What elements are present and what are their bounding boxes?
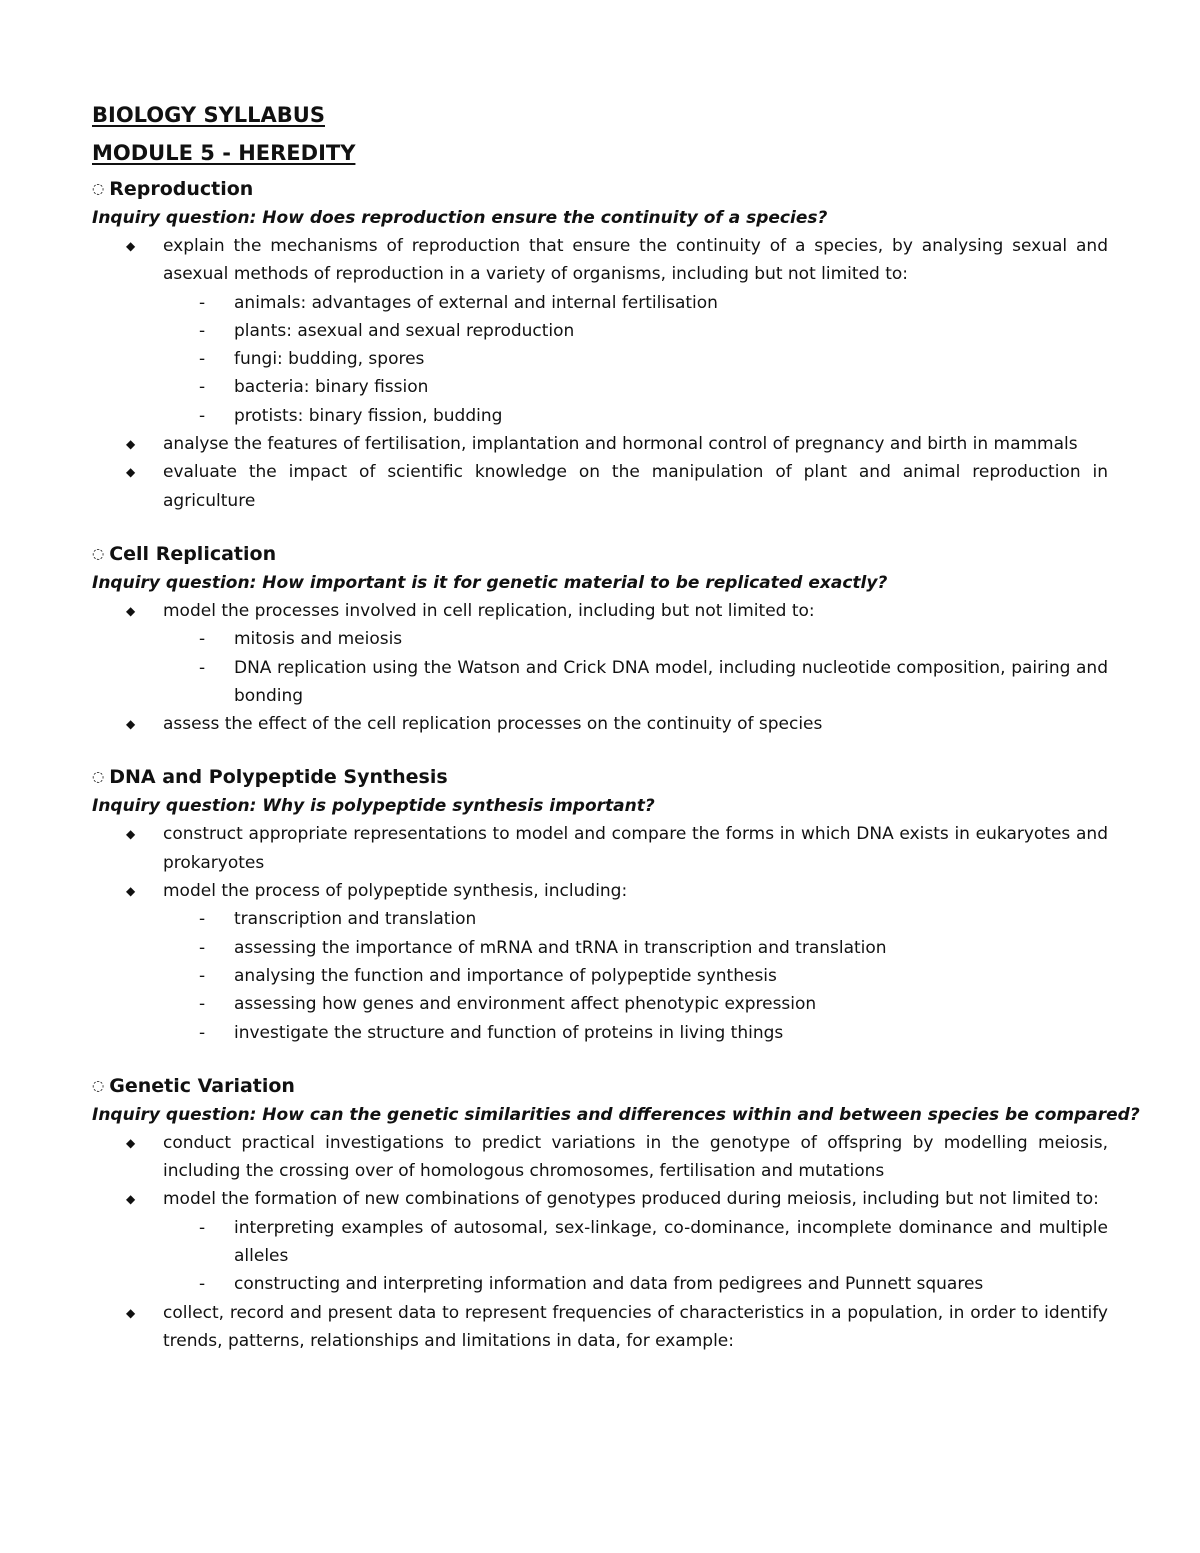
list-item (92, 820, 1108, 877)
list-item-text: analyse the features of fertilisation, implantation and hormonal control of pregnancy and birth in mammals (163, 434, 1078, 455)
list-item (92, 877, 1108, 1047)
list-item-text: construct appropriate representations to model and compare the forms in which DNA exists in eukaryotes and prokaryotes (163, 824, 1108, 873)
list-item (92, 1185, 1108, 1298)
sub-list-item-text: fungi: budding, spores (234, 349, 425, 370)
module-title: MODULE 5 - HEREDITY (92, 141, 356, 165)
sub-list-item (163, 402, 1108, 430)
section (92, 762, 1108, 1046)
dash-bullet-icon: - (199, 1022, 206, 1043)
sub-list-item-text: bacteria: binary fission (234, 377, 429, 398)
bullet-list (92, 820, 1108, 1046)
list-item-text: assess the effect of the cell replication processes on the continuity of species (163, 714, 823, 735)
section-title (92, 762, 1108, 792)
sub-list-item (163, 1270, 1108, 1298)
sub-list-item-text: DNA replication using the Watson and Crick DNA model, including nucleotide composition, pairing and bonding (234, 657, 1108, 706)
list-item (92, 1299, 1108, 1356)
sub-list-item (163, 373, 1108, 401)
diamond-bullet-icon: ◆ (126, 437, 136, 452)
section-title-text: Genetic Variation (109, 1074, 295, 1097)
sub-list-item (163, 990, 1108, 1018)
sub-list (163, 1214, 1108, 1299)
section (92, 174, 1108, 515)
diamond-bullet-icon: ◆ (126, 1192, 136, 1207)
diamond-bullet-icon: ◆ (126, 239, 136, 253)
sub-list-item (163, 934, 1108, 962)
list-item-text: model the processes involved in cell replication, including but not limited to: (163, 600, 815, 621)
diamond-bullet-icon: ◆ (126, 884, 136, 899)
dash-bullet-icon: - (199, 629, 206, 650)
sub-list-item (163, 962, 1108, 990)
sub-list-item (163, 905, 1108, 933)
sections-container (92, 174, 1140, 1355)
dash-bullet-icon: - (199, 320, 206, 341)
inquiry-question: Inquiry question: Why is polypeptide synthesis important? (92, 796, 655, 817)
section-title-text: DNA and Polypeptide Synthesis (109, 766, 448, 789)
sub-list-item-text: analysing the function and importance of polypeptide synthesis (234, 965, 777, 986)
dotted-circle-icon: ◌ (92, 545, 105, 562)
diamond-bullet-icon: ◆ (126, 717, 136, 732)
sub-list-item-text: mitosis and meiosis (234, 629, 403, 650)
inquiry-question: Inquiry question: How does reproduction ensure the continuity of a species? (92, 208, 828, 228)
sub-list-item-text: assessing how genes and environment affect phenotypic expression (234, 994, 817, 1015)
inquiry-question: Inquiry question: How important is it for genetic material to be replicated exactly? (92, 572, 888, 593)
section-title (92, 1071, 1108, 1101)
sub-list-item-text: transcription and translation (234, 909, 477, 930)
dotted-circle-icon: ◌ (92, 181, 105, 197)
list-item-text: model the formation of new combinations of genotypes produced during meiosis, including but not limited to: (163, 1189, 1099, 1210)
list-item (92, 430, 1108, 458)
dash-bullet-icon: - (199, 1274, 206, 1295)
dash-bullet-icon: - (199, 405, 206, 426)
list-item-text: evaluate the impact of scientific knowledge on the manipulation of plant and animal reproduction in agriculture (163, 462, 1108, 511)
section-title-text: Reproduction (109, 178, 254, 200)
diamond-bullet-icon: ◆ (126, 465, 136, 480)
dash-bullet-icon: - (199, 965, 206, 986)
list-item (92, 710, 1108, 738)
list-item-text: explain the mechanisms of reproduction that ensure the continuity of a species, by analysing sexual and asexual methods of reproduction in a variety of organisms, including but not limited to: (163, 236, 1108, 285)
section (92, 539, 1108, 738)
sub-list-item-text: protists: binary fission, budding (234, 405, 503, 426)
bullet-list (92, 232, 1108, 515)
syllabus-page (92, 100, 1140, 1379)
diamond-bullet-icon: ◆ (126, 1305, 136, 1320)
section (92, 1071, 1140, 1355)
sub-list-item-text: investigate the structure and function of proteins in living things (234, 1022, 784, 1043)
list-item (92, 1129, 1108, 1186)
sub-list-item (163, 1214, 1108, 1271)
sub-list-item-text: constructing and interpreting information and data from pedigrees and Punnett squares (234, 1274, 984, 1295)
sub-list-item-text: assessing the importance of mRNA and tRNA in transcription and translation (234, 937, 887, 958)
diamond-bullet-icon: ◆ (126, 603, 136, 618)
bullet-list (92, 597, 1108, 738)
bullet-list (92, 1129, 1108, 1355)
sub-list-item (163, 1019, 1108, 1047)
dash-bullet-icon: - (199, 937, 206, 958)
dash-bullet-icon: - (199, 292, 206, 313)
dash-bullet-icon: - (199, 657, 206, 678)
diamond-bullet-icon: ◆ (126, 1135, 136, 1150)
sub-list-item (163, 345, 1108, 373)
document-title: BIOLOGY SYLLABUS (92, 103, 325, 127)
sub-list-item (163, 654, 1108, 711)
list-item (92, 232, 1108, 430)
list-item-text: conduct practical investigations to predict variations in the genotype of offspring by modelling meiosis, including the crossing over of homologous chromosomes, fertilisation and mutations (163, 1132, 1108, 1182)
sub-list-item-text: animals: advantages of external and internal fertilisation (234, 292, 718, 313)
sub-list-item (163, 625, 1108, 653)
sub-list (163, 905, 1108, 1046)
inquiry-question: Inquiry question: How can the genetic similarities and differences within and between species be compared? (92, 1104, 1140, 1125)
section-title-text: Cell Replication (109, 542, 277, 565)
sub-list-item (163, 289, 1108, 317)
list-item-text: model the process of polypeptide synthesis, including: (163, 881, 628, 902)
dash-bullet-icon: - (199, 349, 206, 370)
dotted-circle-icon: ◌ (92, 769, 105, 786)
section-title (92, 539, 1108, 569)
sub-list-item-text: interpreting examples of autosomal, sex-linkage, co-dominance, incomplete dominance and multiple alleles (234, 1217, 1108, 1267)
dash-bullet-icon: - (199, 994, 206, 1015)
list-item-text: collect, record and present data to represent frequencies of characteristics in a population, in order to identify trends, patterns, relationships and limitations in data, for example: (163, 1302, 1108, 1351)
dotted-circle-icon: ◌ (92, 1077, 105, 1094)
diamond-bullet-icon: ◆ (126, 827, 136, 842)
sub-list (163, 625, 1108, 710)
dash-bullet-icon: - (199, 909, 206, 930)
sub-list (163, 289, 1108, 430)
dash-bullet-icon: - (199, 377, 206, 398)
list-item (92, 458, 1108, 515)
section-title (92, 174, 1108, 204)
sub-list-item (163, 317, 1108, 345)
list-item (92, 597, 1108, 710)
dash-bullet-icon: - (199, 1217, 206, 1238)
sub-list-item-text: plants: asexual and sexual reproduction (234, 320, 575, 341)
